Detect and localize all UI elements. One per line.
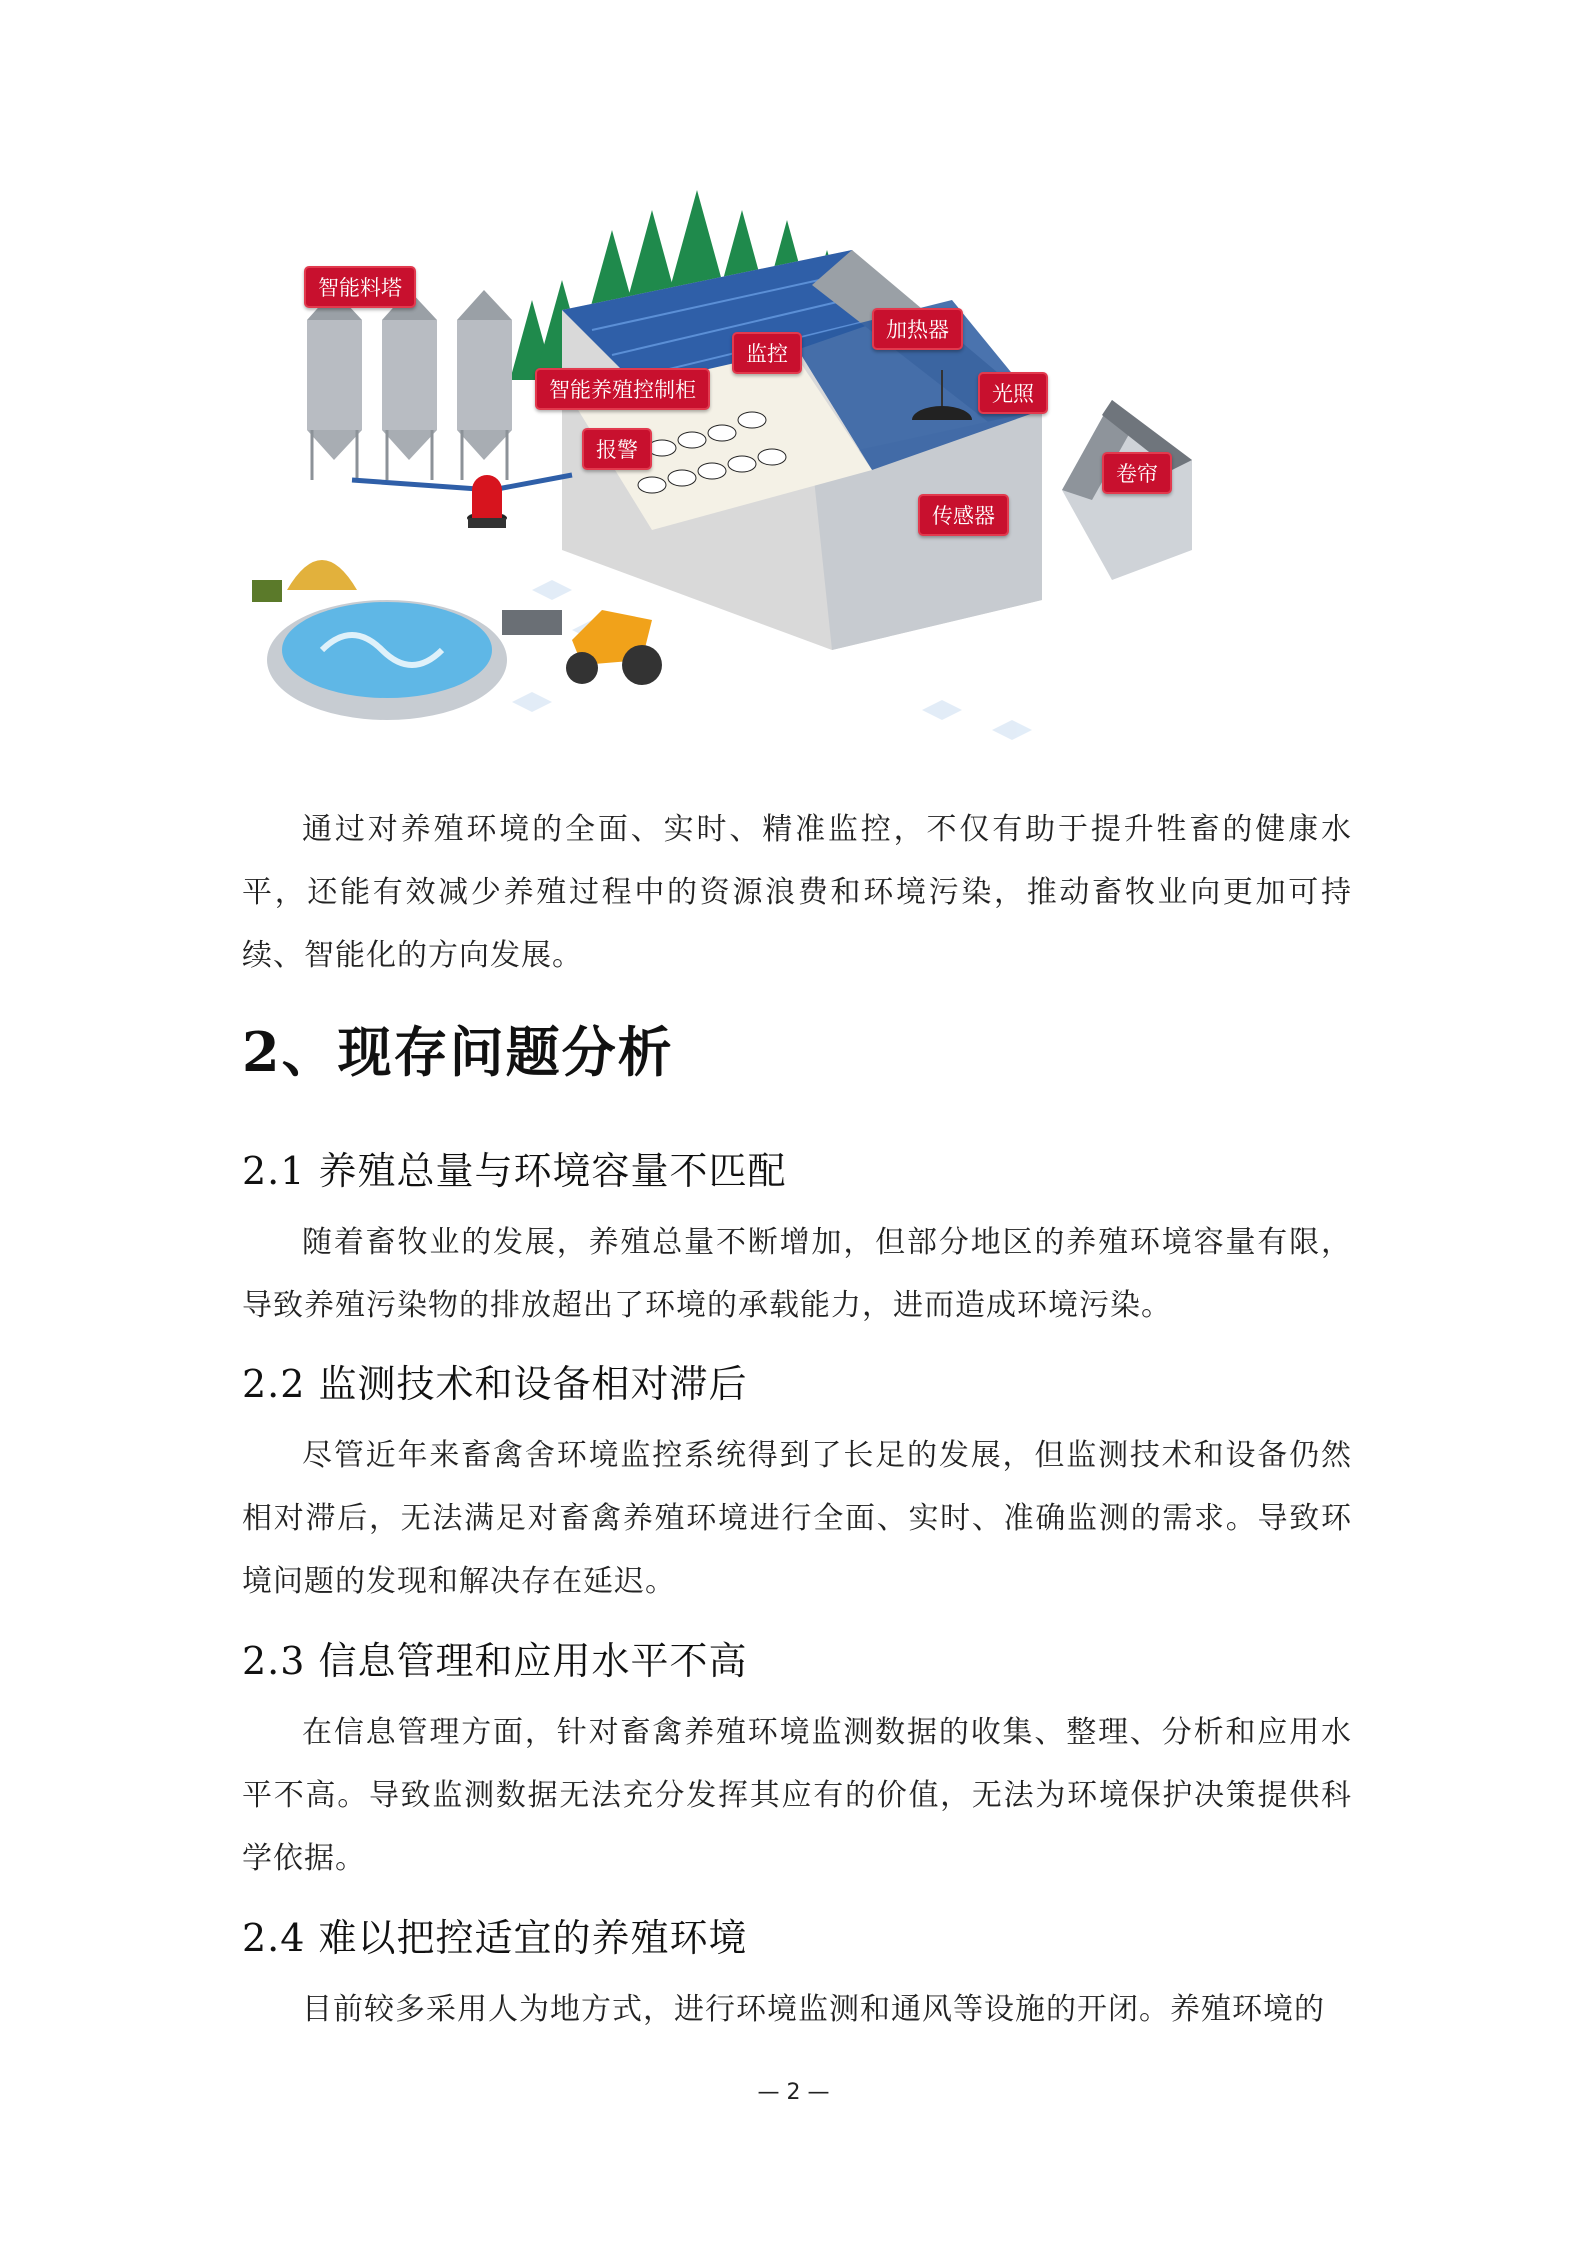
label-monitor: 监控	[732, 332, 802, 374]
label-controller: 智能养殖控制柜	[535, 368, 710, 410]
subsection-body-2-1: 随着畜牧业的发展，养殖总量不断增加，但部分地区的养殖环境容量有限，导致养殖污染物的排放超出了环境的承载能力，进而造成环境污染。	[242, 1225, 1352, 1323]
subsection-body-2-4: 目前较多采用人为地方式，进行环境监测和通风等设施的开闭。养殖环境的	[302, 1992, 1325, 2027]
label-feed-tower: 智能料塔	[304, 266, 416, 308]
smart-farm-illustration	[232, 190, 1352, 770]
intro-paragraph: 通过对养殖环境的全面、实时、精准监控，不仅有助于提升牲畜的健康水平，还能有效减少养殖过程中的资源浪费和环境污染，推动畜牧业向更加可持续、智能化的方向发展。	[242, 812, 1352, 973]
label-light: 光照	[978, 372, 1048, 414]
subsection-title-2-4: 2.4 难以把控适宜的养殖环境	[242, 1916, 748, 1960]
label-sensor: 传感器	[918, 494, 1009, 536]
page-number: — 2 —	[757, 2080, 830, 2105]
section-title: 2、现存问题分析	[242, 1020, 674, 1084]
label-heater: 加热器	[872, 308, 963, 350]
subsection-title-2-3: 2.3 信息管理和应用水平不高	[242, 1639, 748, 1683]
subsection-title-2-1: 2.1 养殖总量与环境容量不匹配	[242, 1149, 787, 1193]
label-curtain: 卷帘	[1102, 452, 1172, 494]
label-alarm: 报警	[582, 428, 652, 470]
subsection-body-2-2: 尽管近年来畜禽舍环境监控系统得到了长足的发展，但监测技术和设备仍然相对滞后，无法满足对畜禽养殖环境进行全面、实时、准确监测的需求。导致环境问题的发现和解决存在延迟。	[242, 1438, 1352, 1599]
subsection-body-2-3: 在信息管理方面，针对畜禽养殖环境监测数据的收集、整理、分析和应用水平不高。导致监测数据无法充分发挥其应有的价值，无法为环境保护决策提供科学依据。	[242, 1715, 1352, 1876]
subsection-title-2-2: 2.2 监测技术和设备相对滞后	[242, 1362, 748, 1406]
